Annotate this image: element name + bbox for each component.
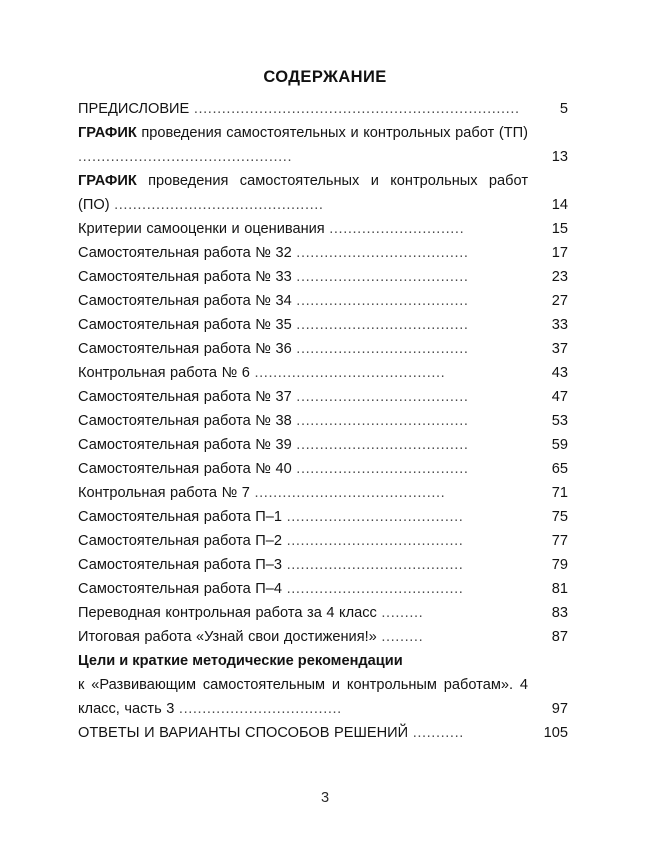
toc-entry-text [78, 625, 528, 649]
toc-entry[interactable] [78, 121, 568, 169]
folio-page-number: 3 [320, 790, 330, 806]
toc-entry-label: Самостоятельная работа № 37 [78, 389, 297, 405]
toc-dot-leader: ........... [412, 725, 464, 741]
toc-dot-leader: ..................................... [296, 293, 469, 309]
toc-page-number: 15 [551, 221, 568, 237]
toc-page-number: 59 [551, 437, 568, 453]
toc-dot-leader: ......................................... [254, 485, 446, 501]
toc-page-number: 97 [551, 701, 568, 717]
toc-page-number: 13 [551, 149, 568, 165]
toc-entry[interactable] [78, 385, 568, 409]
toc-entry[interactable] [78, 217, 568, 241]
toc-page-number: 14 [551, 197, 568, 213]
toc-entry[interactable] [78, 241, 568, 265]
toc-dot-leader: ...................................... [286, 533, 464, 549]
toc-entry[interactable] [78, 313, 568, 337]
toc-dot-leader: ...................................... [286, 581, 464, 597]
toc-dot-leader: ..................................... [296, 437, 469, 453]
toc-entry-label: Самостоятельная работа № 34 [78, 293, 297, 309]
toc-page-number: 77 [551, 533, 568, 549]
toc-page-number: 87 [551, 629, 568, 645]
toc-entry[interactable] [78, 529, 568, 553]
toc-entry-text [78, 337, 528, 361]
toc-entry-label: ПРЕДИСЛОВИЕ [78, 101, 194, 117]
toc-entry[interactable] [78, 433, 568, 457]
toc-entry-label: Самостоятельная работа № 38 [78, 413, 297, 429]
toc-dot-leader: ..................................... [296, 461, 469, 477]
toc-entry-label: Самостоятельная работа № 33 [78, 269, 297, 285]
toc-entry-label: Самостоятельная работа № 35 [78, 317, 297, 333]
toc-dot-leader: ......... [381, 605, 424, 621]
toc-page-number: 23 [551, 269, 568, 285]
toc-page-number: 75 [551, 509, 568, 525]
toc-entry-text [78, 169, 528, 217]
toc-entry-label: Контрольная работа № 6 [78, 365, 255, 381]
toc-entry[interactable] [78, 649, 568, 721]
toc-page-number: 17 [551, 245, 568, 261]
toc-entry-label: Самостоятельная работа П–2 [78, 533, 287, 549]
toc-dot-leader: ................................... [178, 701, 342, 717]
toc-entry-text [78, 361, 528, 385]
toc-entry-label: Контрольная работа № 7 [78, 485, 255, 501]
toc-entry-label: к «Развивающим самостоятельным и контрольным работам». 4 класс, часть 3 [78, 677, 528, 717]
toc-entry-lead: ГРАФИК [78, 173, 137, 189]
toc-entry-text [78, 553, 528, 577]
toc-entry[interactable] [78, 169, 568, 217]
toc-entry-headline: Цели и краткие методические рекомендации [78, 653, 403, 669]
toc-entry-label: проведения самостоятельных и контрольных работ (ПО) [78, 173, 528, 213]
toc-entry[interactable] [78, 601, 568, 625]
toc-dot-leader: ...................................... [286, 509, 464, 525]
toc-dot-leader: ............................. [329, 221, 465, 237]
toc-dot-leader: ..................................... [296, 413, 469, 429]
toc-page-number: 37 [551, 341, 568, 357]
toc-page-number: 65 [551, 461, 568, 477]
toc-entry-label: ОТВЕТЫ И ВАРИАНТЫ СПОСОБОВ РЕШЕНИЙ [78, 725, 413, 741]
toc-entry-text [78, 481, 528, 505]
toc-entry-label: Самостоятельная работа П–4 [78, 581, 287, 597]
toc-page-number: 27 [551, 293, 568, 309]
toc-dot-leader: ..................................... [296, 245, 469, 261]
toc-entry-text [78, 217, 528, 241]
toc-entry[interactable] [78, 289, 568, 313]
toc-entry[interactable] [78, 409, 568, 433]
toc-entry[interactable] [78, 577, 568, 601]
toc-page-number: 83 [551, 605, 568, 621]
toc-entry[interactable] [78, 481, 568, 505]
toc-entry[interactable] [78, 457, 568, 481]
toc-entry[interactable] [78, 361, 568, 385]
toc-entry-label: Самостоятельная работа П–3 [78, 557, 287, 573]
toc-entry-text [78, 289, 528, 313]
toc-entry-text [78, 385, 528, 409]
toc-entry-text [78, 601, 528, 625]
toc-entry[interactable] [78, 625, 568, 649]
toc-dot-leader: ......... [381, 629, 424, 645]
toc-dot-leader: ............................................. [114, 197, 324, 213]
toc-entry-label: Самостоятельная работа П–1 [78, 509, 287, 525]
toc-entry-text [78, 673, 528, 721]
toc-page-number: 53 [551, 413, 568, 429]
toc-entry-label: проведения самостоятельных и контрольных работ (ТП) [136, 125, 528, 141]
toc-entry-label: Самостоятельная работа № 40 [78, 461, 297, 477]
toc-entry-text [78, 529, 528, 553]
toc-dot-leader: .............................................. [78, 149, 293, 165]
toc-entry-label: Самостоятельная работа № 36 [78, 341, 297, 357]
toc-entry[interactable] [78, 721, 568, 745]
toc-page-number: 105 [543, 725, 568, 741]
toc-entry-text [78, 241, 528, 265]
toc-page-number: 79 [551, 557, 568, 573]
toc-page-number: 43 [551, 365, 568, 381]
toc-entry-text [78, 577, 528, 601]
toc-dot-leader: ..................................... [296, 389, 469, 405]
toc-entry[interactable] [78, 97, 568, 121]
toc-entry-text [78, 313, 528, 337]
toc-entry[interactable] [78, 265, 568, 289]
toc-dot-leader: ...................................... [286, 557, 464, 573]
toc-dot-leader: ..................................... [296, 317, 469, 333]
toc-page-number: 71 [551, 485, 568, 501]
toc-dot-leader: ..................................... [296, 341, 469, 357]
toc-entry[interactable] [78, 553, 568, 577]
toc-page-number: 47 [551, 389, 568, 405]
toc-entry-text [78, 721, 528, 745]
toc-entry-text [78, 505, 528, 529]
toc-entry-label: Самостоятельная работа № 39 [78, 437, 297, 453]
toc-entry[interactable] [78, 337, 568, 361]
toc-entry-label: Переводная контрольная работа за 4 класс [78, 605, 382, 621]
toc-page-number: 81 [551, 581, 568, 597]
toc-entry-text [78, 433, 528, 457]
toc-entry-label: Итоговая работа «Узнай свои достижения!» [78, 629, 382, 645]
toc-entry-text [78, 409, 528, 433]
toc-entry-label: Критерии самооценки и оценивания [78, 221, 330, 237]
toc-entry-text [78, 97, 528, 121]
toc-entry-lead: ГРАФИК [78, 125, 137, 141]
toc-page-number: 33 [551, 317, 568, 333]
toc-dot-leader: ..................................... [296, 269, 469, 285]
toc-page-number: 5 [559, 101, 568, 117]
toc-dot-leader: ......................................... [254, 365, 446, 381]
toc-entry-list [78, 97, 568, 745]
page-title: СОДЕРЖАНИЕ [263, 68, 387, 86]
toc-entry-text [78, 265, 528, 289]
toc-entry[interactable] [78, 505, 568, 529]
toc-entry-label: Самостоятельная работа № 32 [78, 245, 297, 261]
toc-dot-leader: ...................................................................... [193, 101, 520, 117]
toc-entry-text [78, 457, 528, 481]
toc-entry-text [78, 121, 528, 169]
